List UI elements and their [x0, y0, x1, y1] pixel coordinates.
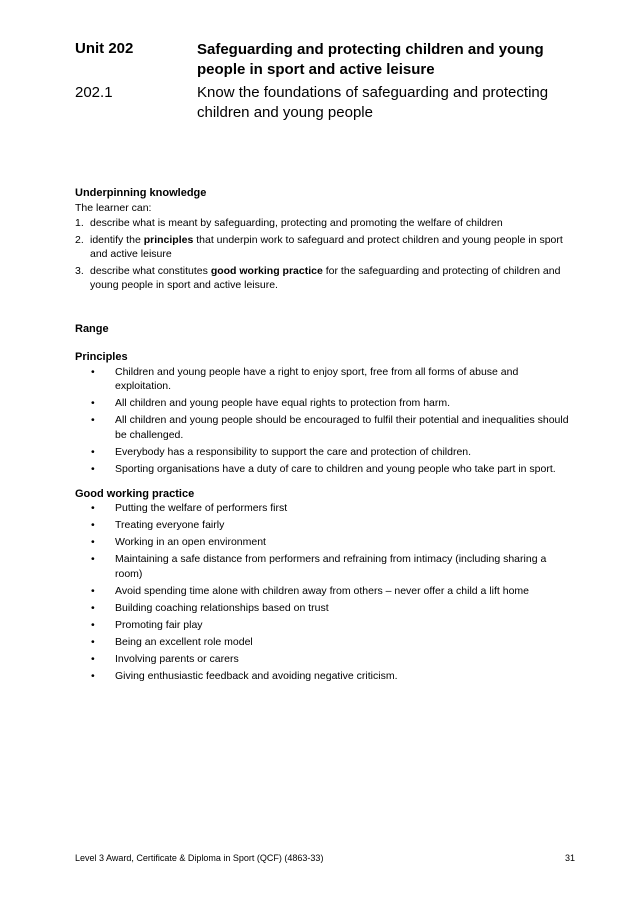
- knowledge-item: 2. identify the principles that underpin work to safeguard and protect children and young people in sport and active leisure: [75, 233, 563, 260]
- list-item: • Promoting fair play: [91, 618, 203, 631]
- list-item: • Giving enthusiastic feedback and avoiding negative criticism.: [91, 669, 398, 682]
- knowledge-item: 3. describe what constitutes good working practice for the safeguarding and protecting of children and young people in sport and active leisure.: [75, 264, 561, 291]
- list-item: • Being an excellent role model: [91, 635, 253, 648]
- range-heading: Range: [75, 322, 109, 335]
- outcome-number: 202.1: [75, 84, 113, 101]
- list-item: • Involving parents or carers: [91, 652, 239, 665]
- list-item: • Avoid spending time alone with children away from others – never offer a child a lift home: [91, 584, 530, 597]
- principles-list: [75, 365, 575, 477]
- list-item: • All children and young people have equal rights to protection from harm.: [91, 397, 451, 409]
- footer-text: Level 3 Award, Certificate & Diploma in Sport (QCF) (4863-33): [75, 853, 324, 863]
- knowledge-heading: Underpinning knowledge: [75, 187, 207, 199]
- outcome-title: Know the foundations of safeguarding and protecting children and young people: [197, 84, 549, 121]
- list-item: • Putting the welfare of performers first: [91, 502, 288, 514]
- principles-heading: Principles: [75, 351, 128, 363]
- unit-content: [75, 186, 575, 686]
- good-practice-heading: Good working practice: [75, 487, 195, 500]
- list-item: • Treating everyone fairly: [91, 519, 225, 531]
- list-item: • Children and young people have a right to enjoy sport, free from all forms of abuse and exploitation.: [91, 365, 519, 392]
- page-footer: [75, 853, 575, 863]
- list-item: • Working in an open environment: [91, 536, 266, 548]
- page-number: 31: [564, 853, 575, 863]
- list-item: • Maintaining a safe distance from performers and refraining from intimacy (including sharing a room): [91, 553, 547, 580]
- knowledge-list: [75, 216, 575, 293]
- knowledge-intro: The learner can:: [75, 201, 152, 214]
- unit-title: Safeguarding and protecting children and young people in sport and active leisure: [197, 41, 544, 78]
- knowledge-item: 1. describe what is meant by safeguarding, protecting and promoting the welfare of children: [75, 217, 503, 229]
- list-item: • Everybody has a responsibility to support the care and protection of children.: [91, 445, 472, 458]
- list-item: • Sporting organisations have a duty of care to children and young people who take part in sport.: [91, 462, 556, 475]
- list-item: • Building coaching relationships based on trust: [91, 601, 329, 614]
- list-item: • All children and young people should be encouraged to fulfil their potential and inequalities should be challenged.: [91, 414, 569, 441]
- good-practice-list: [75, 501, 575, 683]
- unit-number: Unit 202: [75, 40, 134, 57]
